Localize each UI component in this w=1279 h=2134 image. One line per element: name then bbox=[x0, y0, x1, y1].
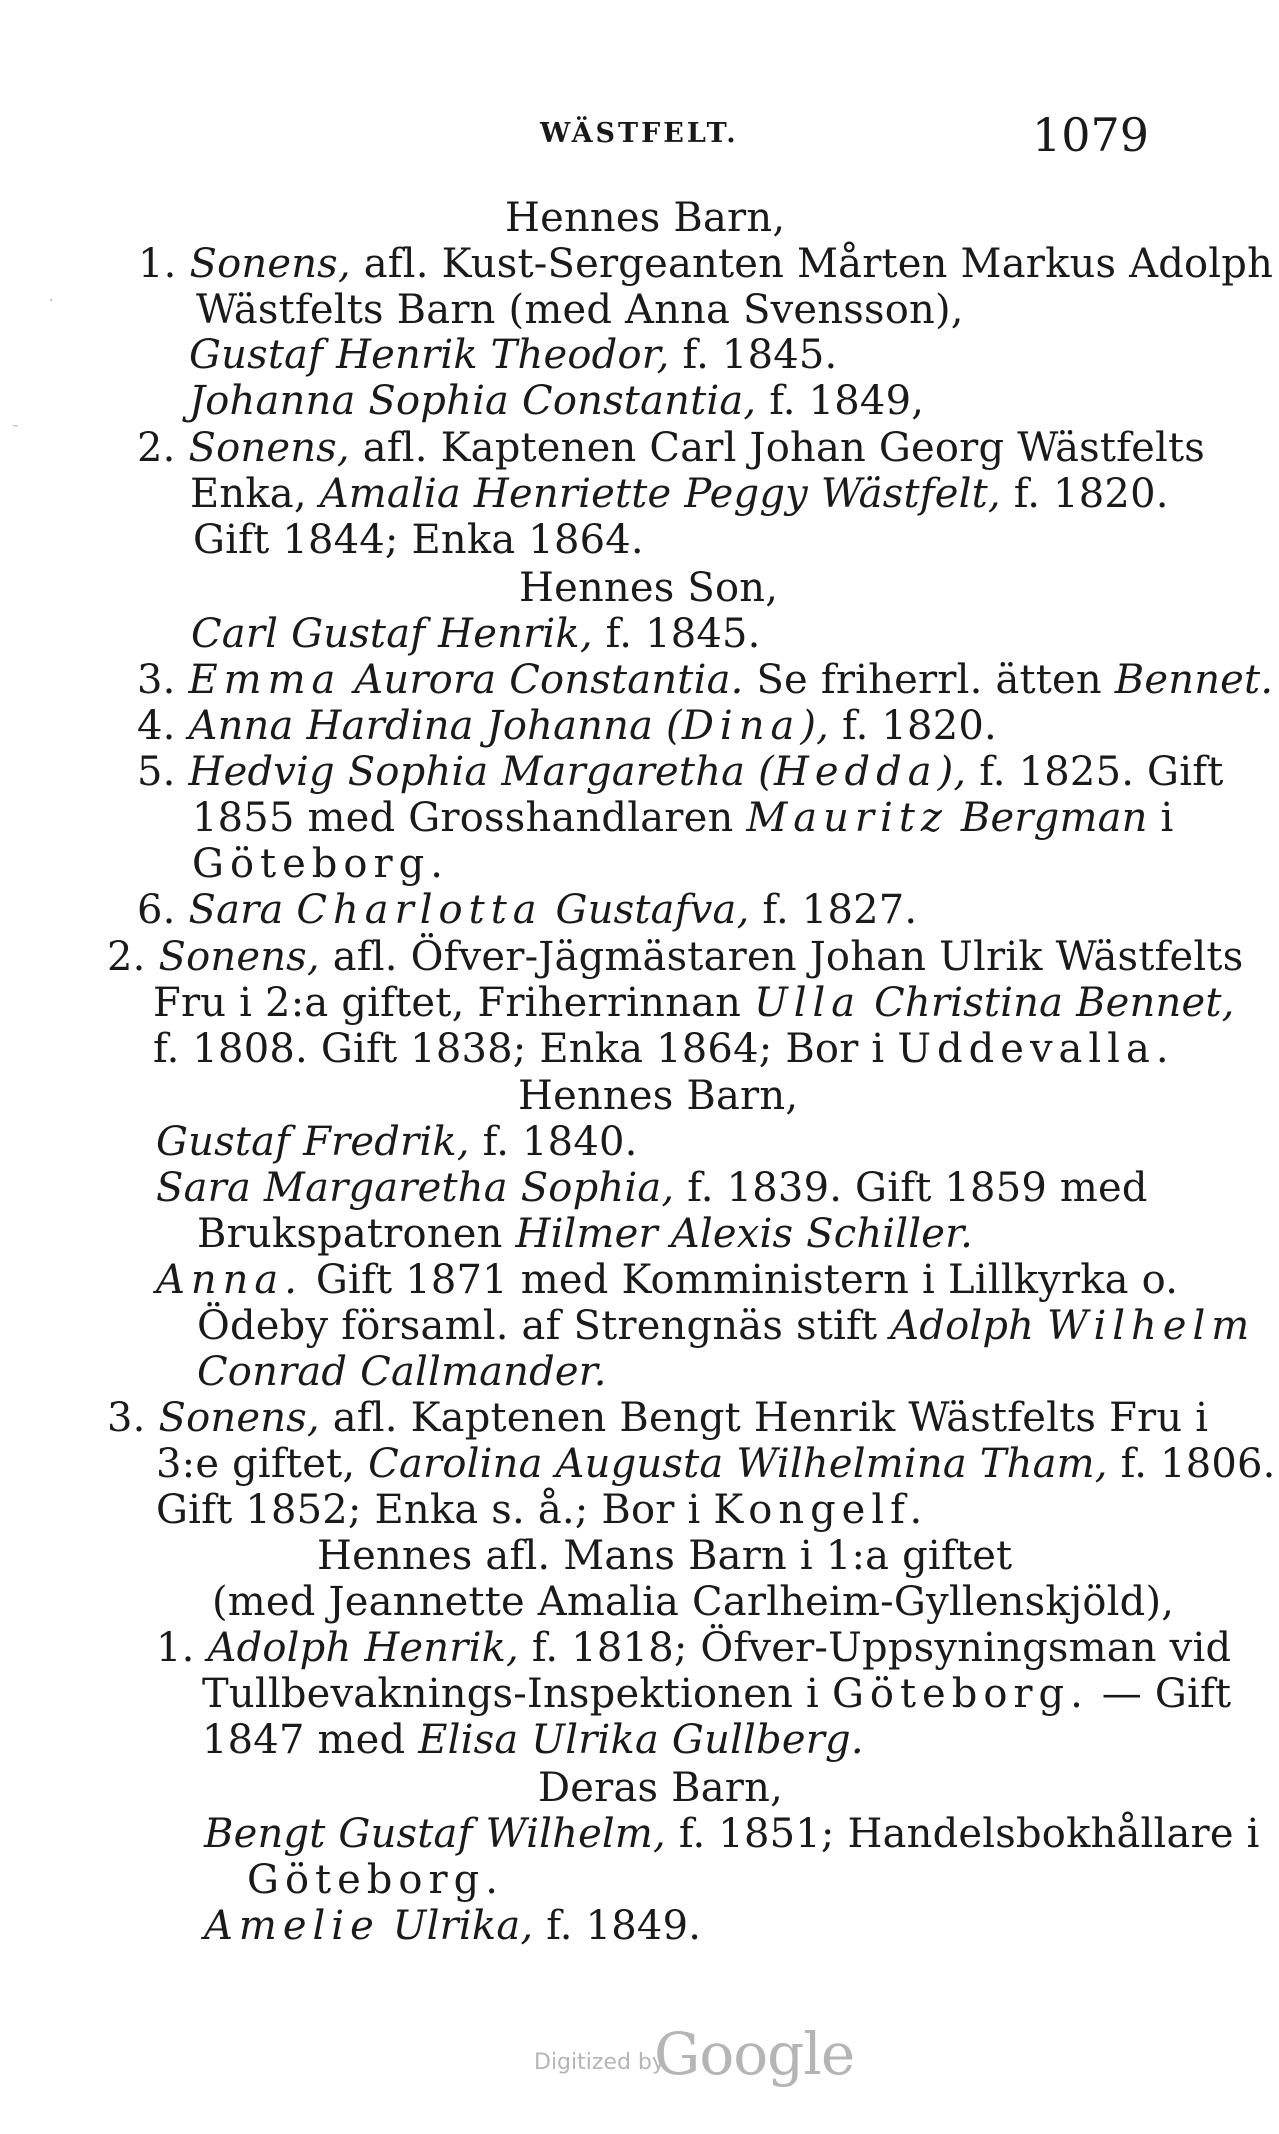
text-segment: Deras Barn, bbox=[538, 1765, 783, 1811]
text-segment: f. 1840. bbox=[469, 1119, 638, 1165]
text-segment: Charlotta bbox=[296, 887, 543, 933]
text-segment: Wästfelts Barn (med Anna Svensson), bbox=[196, 287, 964, 333]
text-segment: f. 1845. bbox=[592, 611, 761, 657]
text-segment: Amalia Henriette Peggy Wästfelt, bbox=[319, 471, 1001, 517]
text-segment: afl. Kaptenen Carl Johan Georg Wästfelts bbox=[349, 425, 1205, 471]
text-segment: f. 1806. bbox=[1107, 1441, 1276, 1487]
text-line bbox=[156, 1120, 638, 1164]
text-line bbox=[107, 935, 1243, 979]
text-segment: Amelie bbox=[204, 1903, 380, 1949]
text-segment: Sonens, bbox=[188, 425, 350, 471]
text-line bbox=[191, 612, 761, 656]
text-segment: Göteborg. bbox=[192, 841, 449, 887]
text-segment: Sara bbox=[188, 887, 297, 933]
text-segment: afl. Öfver-Jägmästaren Johan Ulrik Wästfelts bbox=[319, 934, 1244, 980]
text-segment: f. 1849, bbox=[756, 378, 925, 424]
text-line bbox=[153, 1027, 1175, 1071]
text-segment: Kongelf. bbox=[713, 1487, 929, 1533]
page-number: 1079 bbox=[1032, 108, 1150, 162]
text-line bbox=[190, 472, 1169, 516]
section-heading bbox=[518, 1074, 798, 1118]
text-segment: Göteborg. bbox=[247, 1857, 504, 1903]
digitized-by-label: Digitized by bbox=[534, 2050, 665, 2075]
text-line bbox=[204, 1812, 1260, 1856]
text-segment: f. 1808. Gift 1838; Enka 1864; Bor i bbox=[153, 1026, 898, 1072]
google-logo: Google bbox=[654, 2020, 855, 2088]
section-heading bbox=[538, 1766, 783, 1810]
text-line bbox=[156, 1626, 1231, 1670]
text-segment: 2. bbox=[107, 934, 159, 980]
text-segment: Ulrika, bbox=[379, 1903, 534, 1949]
text-segment: Aurora Constantia. bbox=[341, 657, 744, 703]
text-segment: i bbox=[1147, 795, 1174, 841]
text-line bbox=[197, 1350, 607, 1394]
text-line bbox=[156, 1166, 1148, 1210]
text-segment: Anna. bbox=[156, 1257, 303, 1303]
text-segment: Göteborg. bbox=[831, 1671, 1089, 1717]
text-segment: ), bbox=[800, 703, 830, 749]
section-heading bbox=[519, 566, 778, 610]
text-segment: Mauritz bbox=[746, 795, 948, 841]
text-line bbox=[137, 750, 1224, 794]
section-heading bbox=[317, 1534, 1012, 1578]
text-segment: Adolph Henrik, bbox=[207, 1625, 519, 1671]
text-segment: Gift 1852; Enka s. å.; Bor i bbox=[156, 1487, 714, 1533]
text-segment: Gift 1871 med Komministern i Lillkyrka o. bbox=[302, 1257, 1179, 1303]
text-segment: Bengt Gustaf Wilhelm, bbox=[204, 1811, 666, 1857]
text-segment: Hedvig Sophia Margaretha ( bbox=[188, 749, 774, 795]
text-line bbox=[192, 842, 449, 886]
text-segment: Conrad Callmander. bbox=[197, 1349, 607, 1395]
text-line bbox=[197, 1304, 1255, 1348]
text-segment: 3. bbox=[107, 1395, 159, 1441]
text-line bbox=[189, 379, 924, 423]
text-segment: f. 1839. Gift 1859 med bbox=[674, 1165, 1148, 1211]
text-segment: Sonens, bbox=[158, 1395, 320, 1441]
text-segment: Johanna Sophia Constantia, bbox=[189, 378, 757, 424]
text-line bbox=[156, 1488, 928, 1532]
text-segment: Hilmer Alexis Schiller. bbox=[515, 1211, 973, 1257]
text-line bbox=[189, 333, 837, 377]
text-segment: Gustaf Henrik Theodor, bbox=[189, 332, 670, 378]
text-segment: f. 1825. Gift bbox=[966, 749, 1224, 795]
text-segment: Fru i 2:a giftet, Friherrinnan bbox=[153, 980, 754, 1026]
text-segment: Anna Hardina Johanna ( bbox=[188, 703, 682, 749]
text-line bbox=[156, 1258, 1178, 1302]
text-segment: Wilhelm bbox=[1047, 1303, 1256, 1349]
text-segment: Tullbevaknings-Inspektionen i bbox=[202, 1671, 832, 1717]
text-line bbox=[202, 1718, 864, 1762]
text-segment: Bennet. bbox=[1114, 657, 1274, 703]
text-segment: f. 1851; Handelsbokhållare i bbox=[665, 1811, 1260, 1857]
text-segment: Hennes Barn, bbox=[518, 1073, 799, 1119]
text-segment: Sonens, bbox=[158, 934, 320, 980]
text-segment: Hennes afl. Mans Barn i 1:a giftet bbox=[317, 1533, 1013, 1579]
text-segment: Hennes Barn, bbox=[505, 195, 786, 241]
text-segment: Se friherrl. ätten bbox=[743, 657, 1115, 703]
text-segment: Gustafva, bbox=[542, 887, 750, 933]
text-segment: f. 1845. bbox=[669, 332, 838, 378]
text-segment: 1847 med bbox=[202, 1717, 419, 1763]
text-line bbox=[138, 242, 1273, 286]
text-segment: Elisa Ulrika Gullberg. bbox=[418, 1717, 864, 1763]
text-line bbox=[156, 1442, 1276, 1486]
text-segment: Hennes Son, bbox=[519, 565, 779, 611]
text-segment: Gift 1844; Enka 1864. bbox=[193, 517, 644, 563]
text-line bbox=[137, 704, 997, 748]
text-segment: Bergman bbox=[947, 795, 1148, 841]
text-segment: (med Jeannette Amalia Carlheim-Gyllenskjöld), bbox=[212, 1579, 1175, 1625]
text-segment: 4. bbox=[137, 703, 189, 749]
text-segment: Enka, bbox=[190, 471, 320, 517]
text-segment: Adolph bbox=[890, 1303, 1048, 1349]
text-segment: f. 1827. bbox=[749, 887, 918, 933]
scan-mark: - bbox=[12, 412, 19, 436]
text-line bbox=[192, 796, 1174, 840]
text-line bbox=[202, 1672, 1231, 1716]
text-line bbox=[137, 888, 917, 932]
text-segment: Sara Margaretha Sophia, bbox=[156, 1165, 675, 1211]
text-segment: Carl Gustaf Henrik, bbox=[191, 611, 593, 657]
text-segment: f. 1820. bbox=[1000, 471, 1169, 517]
running-head: WÄSTFELT. bbox=[540, 118, 739, 149]
text-segment: f. 1818; Öfver-Uppsyningsman vid bbox=[518, 1625, 1232, 1671]
text-segment: Carolina Augusta Wilhelmina Tham, bbox=[368, 1441, 1108, 1487]
text-line bbox=[247, 1858, 504, 1902]
text-segment: Emma bbox=[188, 657, 342, 703]
text-line bbox=[196, 288, 964, 332]
text-segment: Sonens, bbox=[189, 241, 351, 287]
text-segment: Uddevalla. bbox=[897, 1026, 1175, 1072]
text-line bbox=[193, 518, 644, 562]
text-segment: 1. bbox=[138, 241, 190, 287]
text-segment: 1855 med Grosshandlaren bbox=[192, 795, 747, 841]
text-segment: 3:e giftet, bbox=[156, 1441, 369, 1487]
section-heading bbox=[212, 1580, 1174, 1624]
section-heading bbox=[505, 196, 785, 240]
text-segment: Ulla bbox=[754, 980, 862, 1026]
text-segment: afl. Kust-Sergeanten Mårten Markus Adolph bbox=[350, 241, 1274, 287]
text-segment: Brukspatronen bbox=[197, 1211, 516, 1257]
text-segment: Dina bbox=[681, 703, 801, 749]
text-segment: 2. bbox=[137, 425, 189, 471]
text-line bbox=[137, 426, 1205, 470]
text-segment: f. 1820. bbox=[829, 703, 997, 749]
text-segment: f. 1849. bbox=[533, 1903, 702, 1949]
text-segment: 6. bbox=[137, 887, 189, 933]
scan-mark: . bbox=[48, 282, 55, 306]
text-segment: Gustaf Fredrik, bbox=[156, 1119, 470, 1165]
text-segment: 1. bbox=[156, 1625, 208, 1671]
text-segment: Hedda bbox=[773, 749, 938, 795]
text-segment: afl. Kaptenen Bengt Henrik Wästfelts Fru i bbox=[319, 1395, 1209, 1441]
text-segment: 3. bbox=[137, 657, 189, 703]
text-line bbox=[137, 658, 1273, 702]
text-line bbox=[197, 1212, 973, 1256]
text-segment: 5. bbox=[137, 749, 189, 795]
text-segment: Christina Bennet, bbox=[861, 980, 1235, 1026]
text-segment: Ödeby församl. af Strengnäs stift bbox=[197, 1303, 891, 1349]
text-segment: ), bbox=[937, 749, 967, 795]
text-line bbox=[107, 1396, 1208, 1440]
text-line bbox=[204, 1904, 701, 1948]
text-segment: — Gift bbox=[1088, 1671, 1232, 1717]
text-line bbox=[153, 981, 1235, 1025]
